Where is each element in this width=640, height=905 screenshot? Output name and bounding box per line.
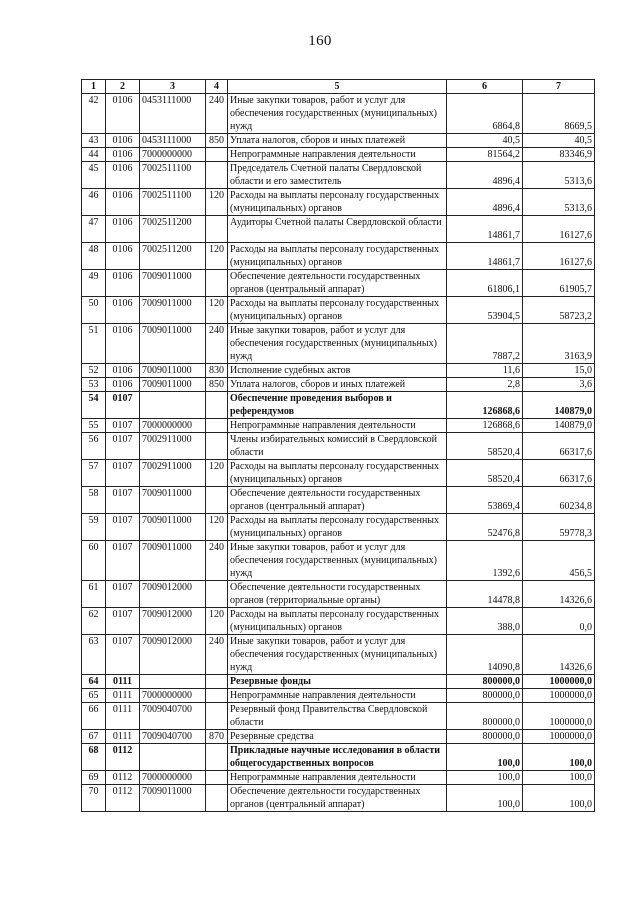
target-code: 7009040700	[140, 730, 206, 744]
target-code: 7009011000	[140, 514, 206, 541]
expense-type: 850	[206, 134, 228, 148]
target-code: 7009012000	[140, 581, 206, 608]
row-number: 56	[82, 433, 106, 460]
amount-col-7: 14326,6	[523, 581, 595, 608]
table-row	[82, 460, 595, 487]
expense-type: 240	[206, 324, 228, 364]
item-name: Исполнение судебных актов	[228, 364, 447, 378]
amount-col-7: 66317,6	[523, 460, 595, 487]
row-number: 63	[82, 635, 106, 675]
row-number: 70	[82, 785, 106, 812]
target-code: 7009011000	[140, 541, 206, 581]
target-code: 7009011000	[140, 324, 206, 364]
row-number: 43	[82, 134, 106, 148]
amount-col-6: 58520,4	[447, 433, 523, 460]
amount-col-6: 14861,7	[447, 243, 523, 270]
table-row	[82, 324, 595, 364]
table-row	[82, 378, 595, 392]
amount-col-6: 100,0	[447, 744, 523, 771]
item-name: Расходы на выплаты персоналу государственных (муниципальных) органов	[228, 514, 447, 541]
header-col-4: 4	[206, 80, 228, 94]
section-code: 0107	[106, 541, 140, 581]
expense-type	[206, 785, 228, 812]
expense-type: 120	[206, 514, 228, 541]
expense-type: 120	[206, 297, 228, 324]
table-header-row	[82, 80, 595, 94]
section-code: 0107	[106, 419, 140, 433]
item-name: Обеспечение деятельности государственных органов (центральный аппарат)	[228, 270, 447, 297]
item-name: Обеспечение деятельности государственных органов (центральный аппарат)	[228, 785, 447, 812]
section-code: 0106	[106, 324, 140, 364]
amount-col-6: 800000,0	[447, 730, 523, 744]
item-name: Обеспечение деятельности государственных органов (территориальные органы)	[228, 581, 447, 608]
target-code	[140, 744, 206, 771]
row-number: 45	[82, 162, 106, 189]
item-name: Уплата налогов, сборов и иных платежей	[228, 134, 447, 148]
amount-col-7: 456,5	[523, 541, 595, 581]
item-name: Иные закупки товаров, работ и услуг для обеспечения государственных (муниципальных) нужд	[228, 324, 447, 364]
section-code: 0106	[106, 270, 140, 297]
amount-col-6: 800000,0	[447, 689, 523, 703]
amount-col-7: 100,0	[523, 785, 595, 812]
row-number: 47	[82, 216, 106, 243]
amount-col-6: 58520,4	[447, 460, 523, 487]
target-code: 7009012000	[140, 608, 206, 635]
row-number: 46	[82, 189, 106, 216]
section-code: 0107	[106, 635, 140, 675]
amount-col-7: 1000000,0	[523, 730, 595, 744]
amount-col-7: 14326,6	[523, 635, 595, 675]
table-row	[82, 270, 595, 297]
expense-type	[206, 689, 228, 703]
section-code: 0107	[106, 392, 140, 419]
expense-type	[206, 744, 228, 771]
header-col-1: 1	[82, 80, 106, 94]
expense-type	[206, 703, 228, 730]
section-code: 0111	[106, 689, 140, 703]
target-code: 7009011000	[140, 487, 206, 514]
row-number: 62	[82, 608, 106, 635]
table-row	[82, 134, 595, 148]
table-row	[82, 730, 595, 744]
item-name: Непрограммные направления деятельности	[228, 771, 447, 785]
item-name: Резервные фонды	[228, 675, 447, 689]
table-row	[82, 703, 595, 730]
header-col-2: 2	[106, 80, 140, 94]
item-name: Расходы на выплаты персоналу государственных (муниципальных) органов	[228, 608, 447, 635]
row-number: 44	[82, 148, 106, 162]
table-row	[82, 541, 595, 581]
section-code: 0107	[106, 581, 140, 608]
row-number: 50	[82, 297, 106, 324]
item-name: Члены избирательных комиссий в Свердловской области	[228, 433, 447, 460]
amount-col-6: 1392,6	[447, 541, 523, 581]
header-col-5: 5	[228, 80, 447, 94]
row-number: 59	[82, 514, 106, 541]
item-name: Обеспечение деятельности государственных органов (центральный аппарат)	[228, 487, 447, 514]
row-number: 58	[82, 487, 106, 514]
item-name: Иные закупки товаров, работ и услуг для обеспечения государственных (муниципальных) нужд	[228, 541, 447, 581]
table-row	[82, 433, 595, 460]
target-code: 7002511200	[140, 216, 206, 243]
section-code: 0106	[106, 243, 140, 270]
amount-col-7: 100,0	[523, 771, 595, 785]
page-number: 160	[308, 33, 332, 49]
amount-col-7: 40,5	[523, 134, 595, 148]
amount-col-6: 4896,4	[447, 162, 523, 189]
expense-type	[206, 392, 228, 419]
amount-col-6: 11,6	[447, 364, 523, 378]
table-row	[82, 675, 595, 689]
row-number: 60	[82, 541, 106, 581]
section-code: 0107	[106, 433, 140, 460]
amount-col-6: 100,0	[447, 771, 523, 785]
amount-col-7: 3,6	[523, 378, 595, 392]
row-number: 68	[82, 744, 106, 771]
section-code: 0112	[106, 785, 140, 812]
expense-type	[206, 487, 228, 514]
item-name: Непрограммные направления деятельности	[228, 689, 447, 703]
section-code: 0106	[106, 216, 140, 243]
amount-col-7: 61905,7	[523, 270, 595, 297]
table-row	[82, 243, 595, 270]
section-code: 0112	[106, 771, 140, 785]
expense-type: 120	[206, 460, 228, 487]
row-number: 64	[82, 675, 106, 689]
target-code: 0453111000	[140, 134, 206, 148]
amount-col-7: 3163,9	[523, 324, 595, 364]
section-code: 0111	[106, 675, 140, 689]
target-code: 0453111000	[140, 94, 206, 134]
budget-table	[81, 79, 595, 812]
item-name: Резервные средства	[228, 730, 447, 744]
table-row	[82, 148, 595, 162]
row-number: 55	[82, 419, 106, 433]
table-body	[82, 94, 595, 812]
amount-col-6: 81564,2	[447, 148, 523, 162]
amount-col-7: 60234,8	[523, 487, 595, 514]
section-code: 0106	[106, 148, 140, 162]
amount-col-6: 61806,1	[447, 270, 523, 297]
amount-col-6: 126868,6	[447, 419, 523, 433]
row-number: 57	[82, 460, 106, 487]
table-row	[82, 419, 595, 433]
amount-col-7: 59778,3	[523, 514, 595, 541]
amount-col-6: 4896,4	[447, 189, 523, 216]
header-col-7: 7	[523, 80, 595, 94]
item-name: Расходы на выплаты персоналу государственных (муниципальных) органов	[228, 243, 447, 270]
section-code: 0106	[106, 134, 140, 148]
item-name: Расходы на выплаты персоналу государственных (муниципальных) органов	[228, 189, 447, 216]
amount-col-6: 2,8	[447, 378, 523, 392]
table-row	[82, 392, 595, 419]
amount-col-6: 14861,7	[447, 216, 523, 243]
table-row	[82, 189, 595, 216]
section-code: 0107	[106, 514, 140, 541]
amount-col-6: 14090,8	[447, 635, 523, 675]
target-code: 7009011000	[140, 364, 206, 378]
row-number: 49	[82, 270, 106, 297]
table-row	[82, 94, 595, 134]
row-number: 48	[82, 243, 106, 270]
item-name: Прикладные научные исследования в области общегосударственных вопросов	[228, 744, 447, 771]
amount-col-6: 800000,0	[447, 675, 523, 689]
row-number: 67	[82, 730, 106, 744]
expense-type: 240	[206, 541, 228, 581]
row-number: 51	[82, 324, 106, 364]
item-name: Расходы на выплаты персоналу государственных (муниципальных) органов	[228, 460, 447, 487]
target-code: 7002911000	[140, 460, 206, 487]
expense-type: 830	[206, 364, 228, 378]
amount-col-7: 1000000,0	[523, 689, 595, 703]
table-row	[82, 487, 595, 514]
section-code: 0111	[106, 703, 140, 730]
table-row	[82, 785, 595, 812]
item-name: Расходы на выплаты персоналу государственных (муниципальных) органов	[228, 297, 447, 324]
item-name: Непрограммные направления деятельности	[228, 419, 447, 433]
row-number: 53	[82, 378, 106, 392]
target-code: 7002511100	[140, 162, 206, 189]
expense-type: 120	[206, 189, 228, 216]
table-row	[82, 771, 595, 785]
target-code: 7000000000	[140, 419, 206, 433]
table-row	[82, 364, 595, 378]
amount-col-7: 5313,6	[523, 162, 595, 189]
target-code: 7000000000	[140, 148, 206, 162]
expense-type	[206, 433, 228, 460]
amount-col-7: 58723,2	[523, 297, 595, 324]
amount-col-7: 140879,0	[523, 419, 595, 433]
item-name: Председатель Счетной палаты Свердловской области и его заместитель	[228, 162, 447, 189]
item-name: Резервный фонд Правительства Свердловской области	[228, 703, 447, 730]
amount-col-6: 53869,4	[447, 487, 523, 514]
row-number: 54	[82, 392, 106, 419]
section-code: 0106	[106, 189, 140, 216]
expense-type	[206, 675, 228, 689]
amount-col-6: 14478,8	[447, 581, 523, 608]
expense-type	[206, 581, 228, 608]
item-name: Уплата налогов, сборов и иных платежей	[228, 378, 447, 392]
section-code: 0106	[106, 378, 140, 392]
expense-type: 240	[206, 94, 228, 134]
amount-col-7: 8669,5	[523, 94, 595, 134]
expense-type: 120	[206, 243, 228, 270]
target-code: 7009040700	[140, 703, 206, 730]
amount-col-7: 5313,6	[523, 189, 595, 216]
table-row	[82, 514, 595, 541]
table-row	[82, 744, 595, 771]
table-row	[82, 216, 595, 243]
amount-col-7: 100,0	[523, 744, 595, 771]
row-number: 66	[82, 703, 106, 730]
amount-col-6: 6864,8	[447, 94, 523, 134]
target-code: 7002511200	[140, 243, 206, 270]
table-row	[82, 635, 595, 675]
row-number: 52	[82, 364, 106, 378]
row-number: 69	[82, 771, 106, 785]
target-code: 7009011000	[140, 378, 206, 392]
target-code: 7009011000	[140, 270, 206, 297]
target-code: 7002911000	[140, 433, 206, 460]
item-name: Обеспечение проведения выборов и референдумов	[228, 392, 447, 419]
amount-col-7: 1000000,0	[523, 703, 595, 730]
section-code: 0112	[106, 744, 140, 771]
section-code: 0106	[106, 162, 140, 189]
target-code	[140, 675, 206, 689]
expense-type: 120	[206, 608, 228, 635]
amount-col-7: 16127,6	[523, 243, 595, 270]
amount-col-6: 388,0	[447, 608, 523, 635]
section-code: 0107	[106, 487, 140, 514]
amount-col-7: 83346,9	[523, 148, 595, 162]
amount-col-6: 52476,8	[447, 514, 523, 541]
header-col-3: 3	[140, 80, 206, 94]
header-col-6: 6	[447, 80, 523, 94]
expense-type	[206, 771, 228, 785]
amount-col-6: 126868,6	[447, 392, 523, 419]
item-name: Непрограммные направления деятельности	[228, 148, 447, 162]
target-code: 7000000000	[140, 771, 206, 785]
amount-col-6: 40,5	[447, 134, 523, 148]
table-row	[82, 297, 595, 324]
expense-type	[206, 419, 228, 433]
section-code: 0111	[106, 730, 140, 744]
amount-col-7: 16127,6	[523, 216, 595, 243]
table-row	[82, 689, 595, 703]
item-name: Иные закупки товаров, работ и услуг для обеспечения государственных (муниципальных) нужд	[228, 94, 447, 134]
amount-col-7: 0,0	[523, 608, 595, 635]
target-code: 7000000000	[140, 689, 206, 703]
expense-type	[206, 148, 228, 162]
section-code: 0107	[106, 460, 140, 487]
item-name: Аудиторы Счетной палаты Свердловской области	[228, 216, 447, 243]
target-code: 7002511100	[140, 189, 206, 216]
target-code	[140, 392, 206, 419]
target-code: 7009011000	[140, 297, 206, 324]
target-code: 7009012000	[140, 635, 206, 675]
amount-col-7: 66317,6	[523, 433, 595, 460]
expense-type	[206, 162, 228, 189]
amount-col-7: 15,0	[523, 364, 595, 378]
row-number: 65	[82, 689, 106, 703]
expense-type: 870	[206, 730, 228, 744]
section-code: 0106	[106, 364, 140, 378]
expense-type: 240	[206, 635, 228, 675]
expense-type	[206, 270, 228, 297]
amount-col-6: 7887,2	[447, 324, 523, 364]
table-row	[82, 581, 595, 608]
expense-type: 850	[206, 378, 228, 392]
amount-col-6: 53904,5	[447, 297, 523, 324]
table-row	[82, 162, 595, 189]
section-code: 0106	[106, 94, 140, 134]
table-row	[82, 608, 595, 635]
section-code: 0107	[106, 608, 140, 635]
row-number: 61	[82, 581, 106, 608]
target-code: 7009011000	[140, 785, 206, 812]
section-code: 0106	[106, 297, 140, 324]
amount-col-7: 1000000,0	[523, 675, 595, 689]
item-name: Иные закупки товаров, работ и услуг для обеспечения государственных (муниципальных) нужд	[228, 635, 447, 675]
expense-type	[206, 216, 228, 243]
amount-col-7: 140879,0	[523, 392, 595, 419]
amount-col-6: 800000,0	[447, 703, 523, 730]
amount-col-6: 100,0	[447, 785, 523, 812]
row-number: 42	[82, 94, 106, 134]
